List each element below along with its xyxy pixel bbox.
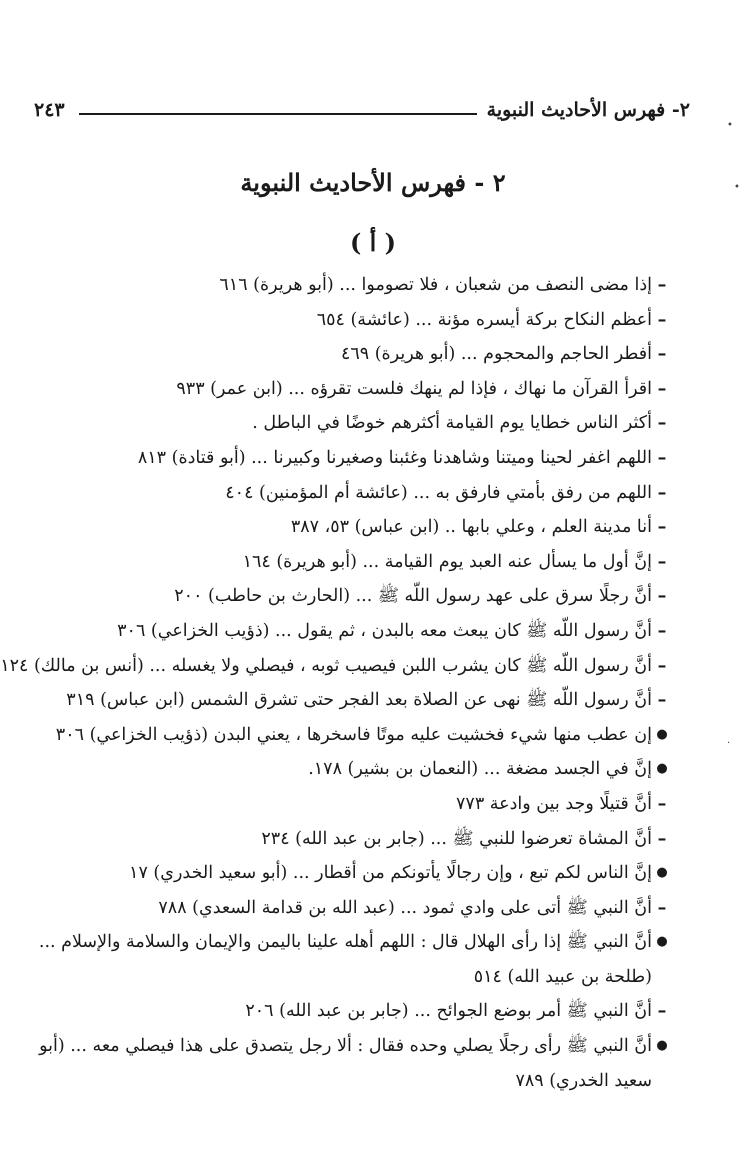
index-entry <box>10 718 670 753</box>
entry-text: أكثر الناس خطايا يوم القيامة أكثرهم خوضًا في الباطل . <box>252 413 652 434</box>
entry-text: أنَّ رجلًا سرق على عهد رسول اللّه ﷺ ... (الحارث بن حاطب) ٢٠٠ <box>174 586 652 607</box>
entry-text: اقرأ القرآن ما نهاك ، فإذا لم ينهك فلست تقرؤه ... (ابن عمر) ٩٣٣ <box>176 378 652 399</box>
index-entry <box>10 683 670 718</box>
entry-text: إن عطب منها شيء فخشيت عليه موتًا فاسخرها ، يعني البدن (ذؤيب الخزاعي) ٣٠٦ <box>55 724 652 745</box>
running-head-rule <box>79 113 477 115</box>
entry-text: أنا مدينة العلم ، وعلي بابها .. (ابن عباس) ٥٣، ٣٨٧ <box>290 517 652 538</box>
dash-marker: – <box>657 690 667 711</box>
running-head-title: ٢- فهرس الأحاديث النبوية <box>486 99 690 121</box>
dash-marker: – <box>657 482 667 503</box>
dash-marker: – <box>657 275 667 295</box>
entry-text: اللهم من رفق بأمتي فارفق به ... (عائشة أم المؤمنين) ٤٠٤ <box>225 482 652 503</box>
scan-speck: · <box>727 738 731 749</box>
bullet-marker: ● <box>656 934 668 950</box>
entry-text: أنَّ المشاة تعرضوا للنبي ﷺ ... (جابر بن عبد الله) ٢٣٤ <box>261 828 652 849</box>
index-entry <box>10 856 670 891</box>
entry-text: أفطر الحاجم والمحجوم ... (أبو هريرة) ٤٦٩ <box>340 344 652 365</box>
scan-speck: • <box>734 182 740 193</box>
index-entry <box>0 649 670 684</box>
dash-marker: – <box>657 309 667 330</box>
bullet-marker: ● <box>656 726 668 742</box>
entry-text: إنَّ في الجسد مضغة ... (النعمان بن بشير) ١٧٨. <box>308 759 652 780</box>
dash-marker: – <box>657 793 667 814</box>
index-entry <box>10 614 670 649</box>
entry-text: أنَّ النبي ﷺ رأى رجلًا يصلي وحده فقال : ألا رجل يتصدق على هذا فيصلي معه ... (أبو سعيد الخدري) ٧٨٩ <box>39 1036 652 1091</box>
entry-text: أعظم النكاح بركة أيسره مؤنة ... (عائشة) ٦٥٤ <box>316 309 652 330</box>
dash-marker: – <box>657 586 667 607</box>
entry-text: أنَّ رسول اللّه ﷺ كان يبعث معه بالبدن ، ثم يقول ... (ذؤيب الخزاعي) ٣٠٦ <box>117 620 652 641</box>
index-entry <box>10 510 670 545</box>
index-entry <box>10 372 670 407</box>
entry-text: أنَّ رسول اللّه ﷺ نهى عن الصلاة بعد الفجر حتى تشرق الشمس (ابن عباس) ٣١٩ <box>66 690 652 711</box>
entry-text: أنَّ النبي ﷺ أمر بوضع الجوائح ... (جابر بن عبد الله) ٢٠٦ <box>245 1001 652 1022</box>
index-entry <box>10 545 670 580</box>
index-entry <box>10 787 670 822</box>
index-entry <box>10 822 670 857</box>
entry-text: أنَّ قتيلًا وجد بين وادعة ٧٧٣ <box>456 793 652 814</box>
entry-text: إنَّ الناس لكم تبع ، وإن رجالًا يأتونكم من أقطار ... (أبو سعيد الخدري) ١٧ <box>129 863 652 884</box>
bullet-marker: ● <box>656 865 668 881</box>
dash-marker: – <box>657 897 667 918</box>
dash-marker: – <box>657 413 667 434</box>
dash-marker: – <box>657 517 667 538</box>
entry-text: اللهم اغفر لحينا وميتنا وشاهدنا وغئبنا وصغيرنا وكبيرنا ... (أبو قتادة) ٨١٣ <box>137 447 652 468</box>
index-entry <box>10 268 670 303</box>
chapter-title: ٢ - فهرس الأحاديث النبوية <box>240 168 506 197</box>
dash-marker: – <box>657 551 667 572</box>
scan-speck: • <box>727 120 733 131</box>
hadith-index-list <box>0 268 670 1098</box>
index-entry <box>10 1029 670 1098</box>
dash-marker: – <box>657 828 667 849</box>
page-number: ٢٤٣ <box>34 99 65 121</box>
entry-text: إنَّ أول ما يسأل عنه العبد يوم القيامة ... (أبو هريرة) ١٦٤ <box>242 551 652 572</box>
entry-text: أنَّ النبي ﷺ أتى على وادي ثمود ... (عبد الله بن قدامة السعدي) ٧٨٨ <box>158 897 652 918</box>
dash-marker: – <box>657 1001 667 1022</box>
bullet-marker: ● <box>656 1038 668 1054</box>
index-entry <box>10 476 670 511</box>
index-entry <box>10 406 670 441</box>
dash-marker: – <box>657 344 667 365</box>
entry-text: أنَّ رسول اللّه ﷺ كان يشرب اللبن فيصيب ثوبه ، فيصلي ولا يغسله ... (أنس بن مالك) ١٢٤ <box>0 655 652 676</box>
index-entry <box>10 579 670 614</box>
index-entry <box>10 994 670 1029</box>
index-entry <box>10 925 670 994</box>
index-entry <box>10 303 670 338</box>
dash-marker: – <box>657 447 667 468</box>
running-head <box>34 90 690 122</box>
entry-text: إذا مضى النصف من شعبان ، فلا تصوموا ... (أبو هريرة) ٦١٦ <box>219 275 652 295</box>
index-entry <box>10 337 670 372</box>
bullet-marker: ● <box>656 761 668 777</box>
index-entry <box>10 752 670 787</box>
index-entry <box>10 441 670 476</box>
dash-marker: – <box>657 620 667 641</box>
entry-text: أنَّ النبي ﷺ إذا رأى الهلال قال : اللهم أهله علينا باليمن والإيمان والسلامة والإسلام ... (طلحة بن عبيد الله) ٥١٤ <box>38 932 652 987</box>
section-letter-heading: ( أ ) <box>349 228 397 257</box>
dash-marker: – <box>657 378 667 399</box>
index-entry <box>10 891 670 926</box>
dash-marker: – <box>657 655 667 676</box>
